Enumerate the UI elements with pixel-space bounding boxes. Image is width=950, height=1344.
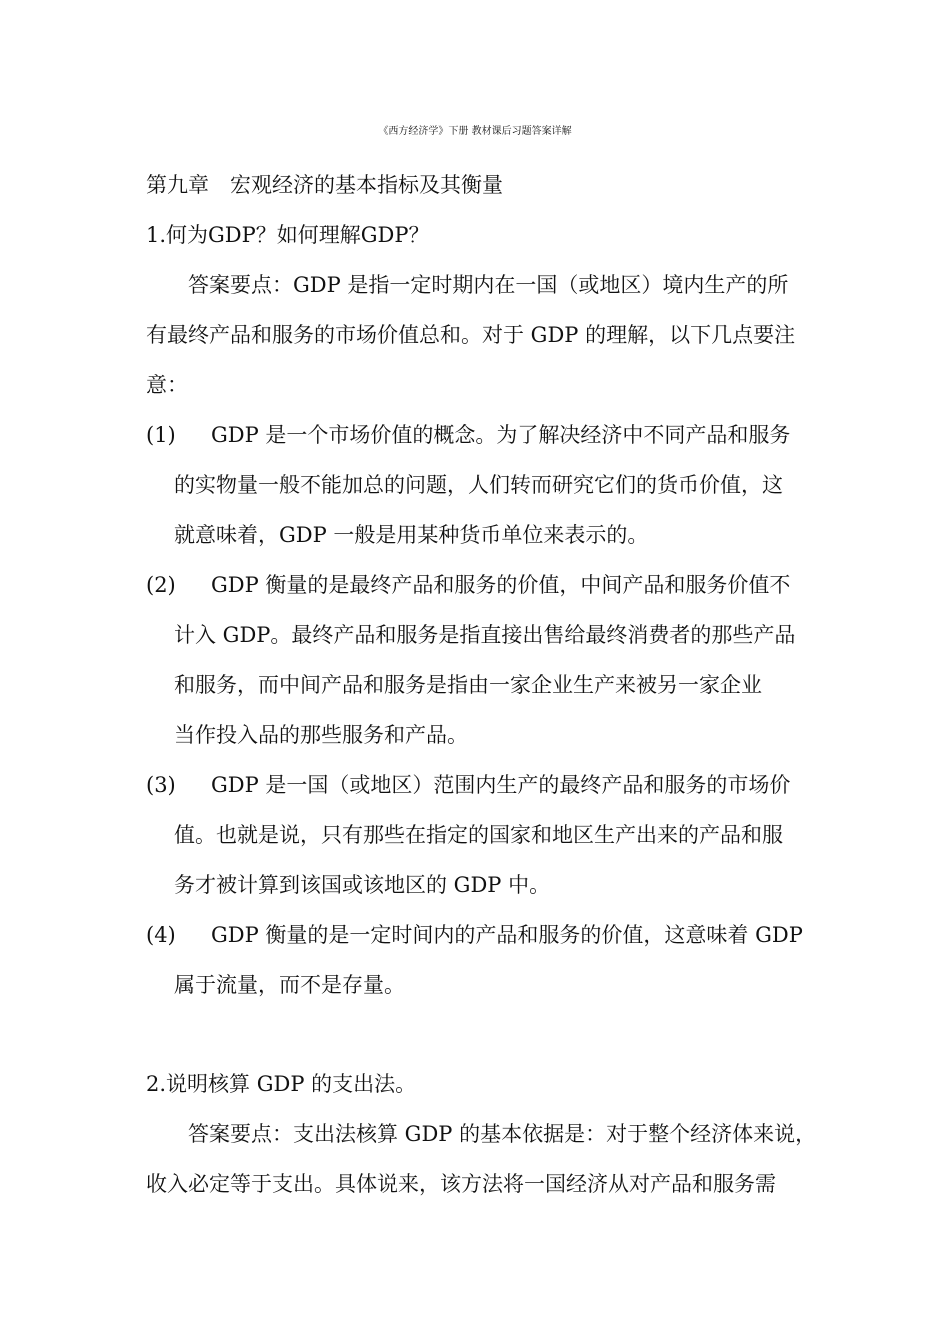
paragraph-line: 值。也就是说，只有那些在指定的国家和地区生产出来的产品和服 — [174, 823, 783, 847]
point-number: (3) — [146, 773, 176, 797]
point-number: (4) — [146, 923, 176, 947]
paragraph-line: 的实物量一般不能加总的问题，人们转而研究它们的货币价值，这 — [174, 473, 783, 497]
paragraph-line: 答案要点：GDP 是指一定时期内在一国（或地区）境内生产的所 — [188, 273, 789, 297]
paragraph-line: 答案要点：支出法核算 GDP 的基本依据是：对于整个经济体来说， — [188, 1122, 817, 1146]
point-number: (1) — [146, 423, 176, 447]
document-title: 《西方经济学》下册 教材课后习题答案详解 — [378, 126, 572, 137]
paragraph-line: 就意味着，GDP 一般是用某种货币单位来表示的。 — [174, 523, 649, 547]
paragraph-line: GDP 是一国（或地区）范围内生产的最终产品和服务的市场价 — [211, 773, 791, 797]
paragraph-line: GDP 衡量的是一定时间内的产品和服务的价值，这意味着 GDP — [211, 923, 803, 947]
paragraph-line: 有最终产品和服务的市场价值总和。对于 GDP 的理解，以下几点要注 — [146, 323, 796, 347]
question-2: 2.说明核算 GDP 的支出法。 — [146, 1072, 417, 1096]
paragraph-line: 收入必定等于支出。具体说来，该方法将一国经济从对产品和服务需 — [146, 1172, 776, 1196]
paragraph-line: 务才被计算到该国或该地区的 GDP 中。 — [174, 873, 551, 897]
question-1: 1.何为GDP？如何理解GDP？ — [146, 223, 430, 247]
paragraph-line: 当作投入品的那些服务和产品。 — [174, 723, 468, 747]
paragraph-line: GDP 衡量的是最终产品和服务的价值，中间产品和服务价值不 — [211, 573, 791, 597]
paragraph-line: 和服务，而中间产品和服务是指由一家企业生产来被另一家企业 — [174, 673, 762, 697]
paragraph-line: 计入 GDP。最终产品和服务是指直接出售给最终消费者的那些产品 — [174, 623, 796, 647]
chapter-heading: 第九章 宏观经济的基本指标及其衡量 — [146, 173, 503, 197]
paragraph-line: 属于流量，而不是存量。 — [174, 973, 405, 997]
paragraph-line: 意： — [146, 373, 188, 397]
paragraph-line: GDP 是一个市场价值的概念。为了解决经济中不同产品和服务 — [211, 423, 791, 447]
point-number: (2) — [146, 573, 176, 597]
